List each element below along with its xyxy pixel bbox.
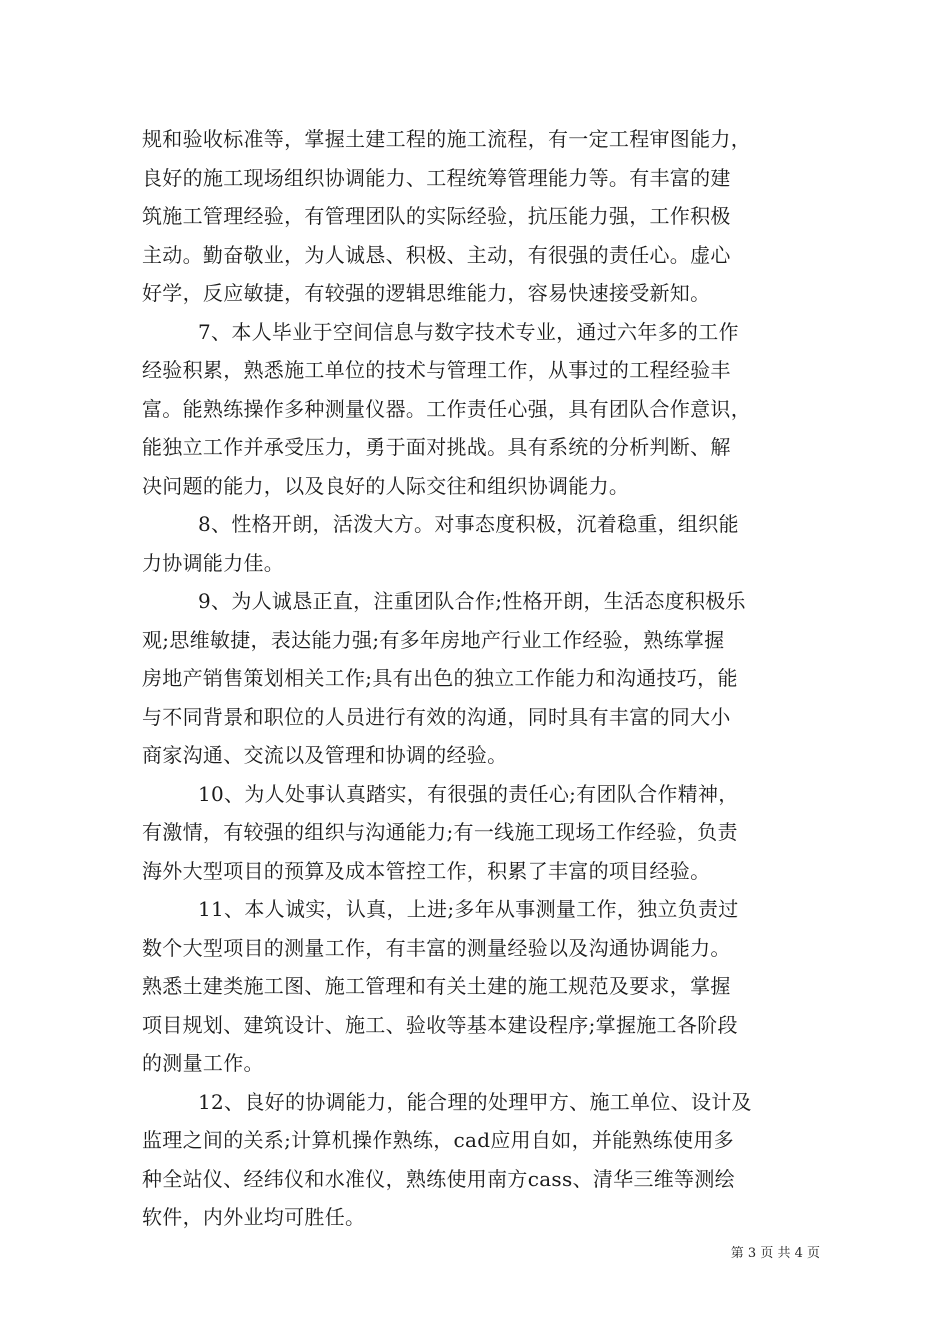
paragraph-12 bbox=[142, 1083, 822, 1237]
paragraph-10 bbox=[142, 775, 822, 891]
paragraph-11 bbox=[142, 890, 822, 1083]
text-line: 良好的施工现场组织协调能力、工程统筹管理能力等。有丰富的建 bbox=[142, 165, 731, 190]
text-line: 能独立工作并承受压力，勇于面对挑战。具有系统的分析判断、解 bbox=[142, 435, 731, 459]
text-line: 富。能熟练操作多种测量仪器。工作责任心强，具有团队合作意识， bbox=[142, 396, 751, 421]
text-line: 房地产销售策划相关工作;具有出色的独立工作能力和沟通技巧，能 bbox=[142, 666, 738, 690]
text-line: 的测量工作。 bbox=[142, 1051, 264, 1075]
text-line: 力协调能力佳。 bbox=[142, 550, 285, 575]
text-line: 数个大型项目的测量工作，有丰富的测量经验以及沟通协调能力。 bbox=[142, 935, 731, 960]
text-line: 观;思维敏捷，表达能力强;有多年房地产行业工作经验，熟练掌握 bbox=[142, 627, 725, 652]
document-body bbox=[142, 120, 822, 1237]
text-line: 9、为人诚恳正直，注重团队合作;性格开朗，生活态度积极乐 bbox=[198, 589, 746, 613]
paragraph-continued bbox=[142, 120, 822, 313]
text-line: 与不同背景和职位的人员进行有效的沟通，同时具有丰富的同大小 bbox=[142, 704, 731, 729]
text-line: 8、性格开朗，活泼大方。对事态度积极，沉着稳重，组织能 bbox=[198, 512, 739, 536]
text-line: 商家沟通、交流以及管理和协调的经验。 bbox=[142, 743, 508, 767]
text-line: 熟悉土建类施工图、施工管理和有关土建的施工规范及要求，掌握 bbox=[142, 974, 731, 998]
text-line: 11、本人诚实，认真，上进;多年从事测量工作，独立负责过 bbox=[198, 897, 739, 921]
text-line: 有激情，有较强的组织与沟通能力;有一线施工现场工作经验，负责 bbox=[142, 820, 738, 844]
text-line: 10、为人处事认真踏实，有很强的责任心;有团队合作精神， bbox=[198, 781, 739, 806]
text-line: 海外大型项目的预算及成本管控工作，积累了丰富的项目经验。 bbox=[142, 858, 711, 883]
paragraph-8 bbox=[142, 505, 822, 582]
text-line: 经验积累，熟悉施工单位的技术与管理工作，从事过的工程经验丰 bbox=[142, 358, 731, 382]
page-number-footer: 第 3 页 共 4 页 bbox=[730, 1246, 820, 1261]
text-line: 好学，反应敏捷，有较强的逻辑思维能力，容易快速接受新知。 bbox=[142, 281, 711, 305]
text-line: 种全站仪、经纬仪和水准仪，熟练使用南方cass、清华三维等测绘 bbox=[142, 1166, 735, 1191]
text-line: 软件，内外业均可胜任。 bbox=[142, 1205, 366, 1229]
text-line: 监理之间的关系;计算机操作熟练，cad应用自如，并能熟练使用多 bbox=[142, 1128, 734, 1152]
text-line: 项目规划、建筑设计、施工、验收等基本建设程序;掌握施工各阶段 bbox=[142, 1012, 738, 1037]
text-line: 决问题的能力，以及良好的人际交往和组织协调能力。 bbox=[142, 473, 630, 498]
text-line: 12、良好的协调能力，能合理的处理甲方、施工单位、设计及 bbox=[198, 1089, 752, 1114]
text-line: 7、本人毕业于空间信息与数字技术专业，通过六年多的工作 bbox=[198, 319, 739, 344]
text-line: 规和验收标准等，掌握土建工程的施工流程，有一定工程审图能力， bbox=[142, 127, 751, 151]
text-line: 主动。勤奋敬业，为人诚恳、积极、主动，有很强的责任心。虚心 bbox=[142, 242, 731, 267]
paragraph-7 bbox=[142, 313, 822, 506]
paragraph-9 bbox=[142, 582, 822, 775]
text-line: 筑施工管理经验，有管理团队的实际经验，抗压能力强，工作积极 bbox=[142, 204, 731, 228]
